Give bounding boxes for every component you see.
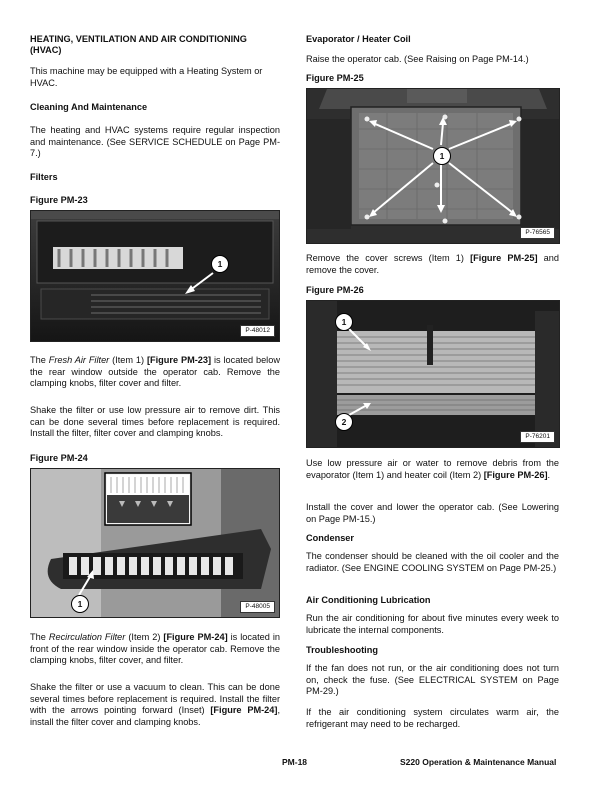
ac-lubrication-text: Run the air conditioning for about five minutes every week to lubricate the internal components.	[306, 613, 559, 635]
ac-lubrication-heading: Air Conditioning Lubrication	[306, 595, 431, 605]
hvac-text: This machine may be equipped with a Heating System or HVAC.	[30, 66, 263, 88]
fresh-air-filter-illustration	[31, 211, 279, 341]
figure-pm25-callout-1: 1	[433, 147, 451, 165]
figure-pm25-code: P-76565	[520, 227, 555, 239]
condenser-heading: Condenser	[306, 533, 354, 543]
cleaning-text: The heating and HVAC systems require regular inspection and maintenance. (See SERVICE SCHEDULE on Page PM-7.)	[30, 125, 280, 159]
recirculation-filter-text: The Recirculation Filter (Item 2) [Figure PM-24] is located in front of the rear window inside the operator cab. Remove the clamping knobs, filter cover, and filter.	[30, 632, 281, 666]
remove-cover-text: Remove the cover screws (Item 1) [Figure PM-25] and remove the cover.	[306, 253, 560, 275]
figure-pm23-callout-1: 1	[211, 255, 229, 273]
figure-pm26-code: P-76201	[520, 431, 555, 443]
figure-pm25-photo	[306, 88, 560, 244]
figure-pm26-callout-1: 1	[335, 313, 353, 331]
figure-pm26-label: Figure PM-26	[306, 285, 364, 295]
page-number: PM-18	[282, 757, 308, 767]
figure-pm23-photo	[30, 210, 280, 342]
figure-pm24-callout-1: 1	[71, 595, 89, 613]
fresh-air-filter-text: The Fresh Air Filter (Item 1) [Figure PM-23] is located below the rear window outside the operator cab. Remove the clamping knobs, filter cover and filter.	[30, 355, 280, 389]
figure-pm26-callout-2: 2	[335, 413, 353, 431]
condenser-text: The condenser should be cleaned with the oil cooler and the radiator. (See ENGINE COOLING SYSTEM on Page PM-25.)	[306, 551, 559, 573]
manual-title: S220 Operation & Maintenance Manual	[400, 757, 557, 767]
figure-pm25-label: Figure PM-25	[306, 73, 364, 83]
raise-cab-text: Raise the operator cab. (See Raising on Page PM-14.)	[306, 54, 529, 64]
troubleshooting-heading: Troubleshooting	[306, 645, 378, 655]
shake-filter-text: Shake the filter or use low pressure air to remove dirt. This can be done several times before replacement is required. Install the filter, filter cover and clamping knobs.	[30, 405, 280, 439]
hvac-heading: HEATING, VENTILATION AND AIR CONDITIONING (HVAC)	[30, 34, 247, 55]
evaporator-heading: Evaporator / Heater Coil	[306, 34, 411, 44]
filters-heading: Filters	[30, 172, 58, 182]
troubleshooting-refrigerant-text: If the air conditioning system circulates warm air, the refrigerant may need to be recharged.	[306, 707, 559, 729]
remove-debris-text: Use low pressure air or water to remove debris from the evaporator (Item 1) and heater coil (Item 2) [Figure PM-26].	[306, 458, 559, 480]
figure-pm23-label: Figure PM-23	[30, 195, 88, 205]
figure-pm23-code: P-48012	[240, 325, 275, 337]
vacuum-clean-text: Shake the filter or use a vacuum to clean. This can be done several times before replacement is required. Install the filter with the arrows pointing forward (Inset) [Figure PM-24], install the filter cover and clamping knobs.	[30, 682, 280, 727]
evaporator-cover-illustration	[307, 89, 559, 243]
figure-pm26-photo	[306, 300, 560, 448]
recirculation-filter-illustration	[31, 469, 279, 617]
figure-pm24-photo	[30, 468, 280, 618]
install-cover-text: Install the cover and lower the operator cab. (See Lowering on Page PM-15.)	[306, 502, 559, 524]
figure-pm24-label: Figure PM-24	[30, 453, 88, 463]
cleaning-heading: Cleaning And Maintenance	[30, 102, 148, 112]
troubleshooting-fuse-text: If the fan does not run, or the air conditioning does not turn on, check the fuse. (See ELECTRICAL SYSTEM on Page PM-29.)	[306, 663, 559, 697]
figure-pm24-code: P-48005	[240, 601, 275, 613]
